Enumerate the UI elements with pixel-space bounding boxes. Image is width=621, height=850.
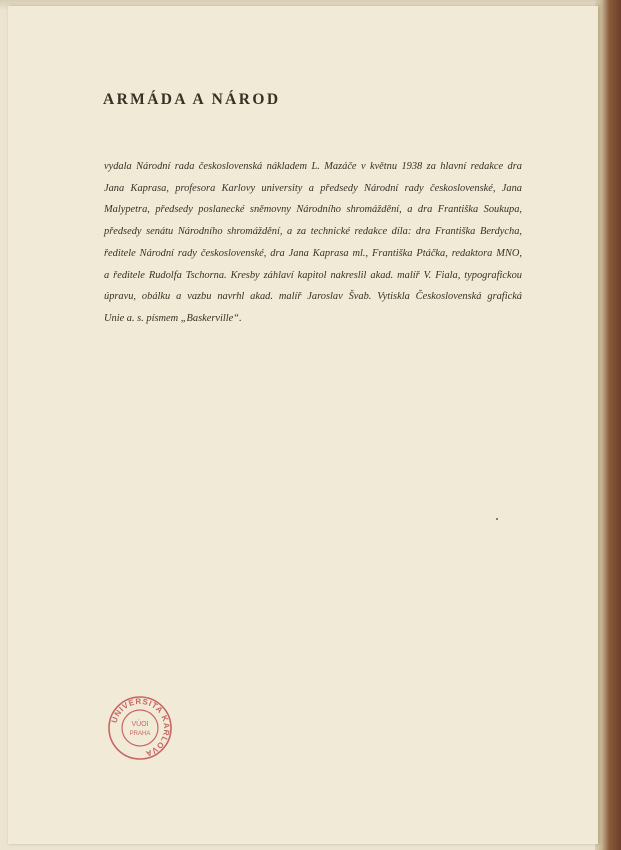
stamp-center-subtext: PRAHA xyxy=(129,731,151,737)
colophon-line: úpravu, obálku a vazbu navrhl akad. malíř Jaroslav Švab. Vytiskla Československá grafická xyxy=(104,291,522,303)
page-title: ARMÁDA A NÁROD xyxy=(103,91,281,109)
colophon-paragraph xyxy=(104,156,522,330)
paper-speck xyxy=(496,518,498,520)
stamp-center-text: VÚOI xyxy=(131,721,149,728)
stamp-ring-text: UNIVERSITA KARLOVA xyxy=(109,696,172,759)
colophon-line: předsedy senátu Národního shromáždění, a za technické redakce díla: dra Františka Berdycha, xyxy=(104,226,522,238)
colophon-line: Unie a. s. písmem „Baskerville“. xyxy=(104,312,242,324)
colophon-line: a ředitele Rudolfa Tschorna. Kresby záhlaví kapitol nakreslil akad. malíř V. Fiala, typografickou xyxy=(104,269,522,281)
colophon-line: Jana Kaprasa, profesora Karlovy university a předsedy Národní rady československé, Jana xyxy=(104,182,522,194)
colophon-line: ředitele Národní rady československé, dra Jana Kaprasa ml., Františka Ptáčka, redaktora MNO, xyxy=(104,247,522,259)
book-binding-edge xyxy=(595,0,621,850)
library-stamp xyxy=(107,695,173,761)
stamp-inner-ring xyxy=(122,710,158,746)
colophon-line: Malypetra, předsedy poslanecké sněmovny Národního shromáždění, a dra Františka Soukupa, xyxy=(104,204,522,216)
book-page xyxy=(8,6,598,844)
colophon-line: vydala Národní rada československá nákladem L. Mazáče v květnu 1938 za hlavní redakce dra xyxy=(104,161,522,172)
